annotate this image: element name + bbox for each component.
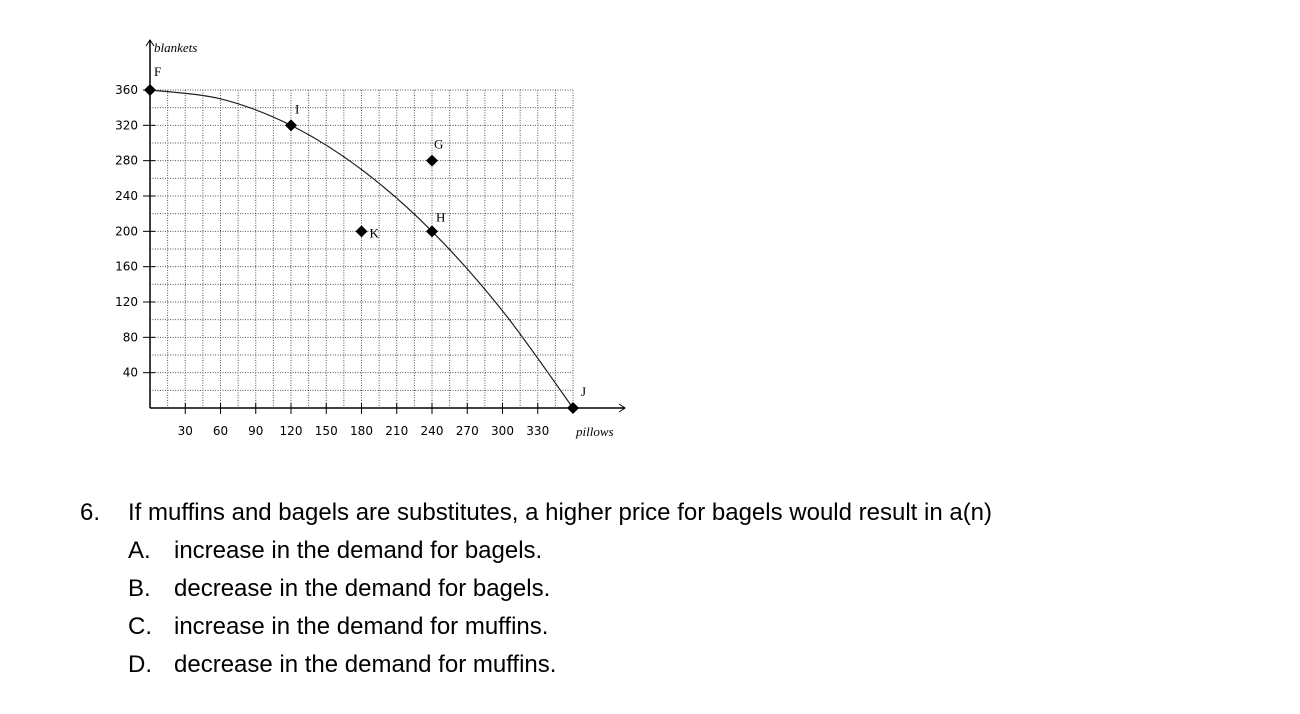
y-tick-label: 200 — [115, 224, 138, 239]
point-label-k: K — [369, 225, 379, 241]
x-tick-label: 90 — [248, 424, 264, 438]
option-c[interactable] — [80, 608, 992, 646]
option-d[interactable] — [80, 646, 992, 684]
point-marker-f — [144, 84, 156, 96]
ppf-chart — [0, 0, 660, 470]
option-letter: C. — [128, 613, 152, 640]
y-tick-label: 80 — [122, 330, 138, 345]
point-marker-j — [567, 402, 579, 414]
point-label-f: F — [154, 64, 162, 79]
x-tick-label: 120 — [279, 424, 303, 438]
x-tick-label: 210 — [385, 424, 409, 438]
y-tick-label: 120 — [115, 295, 138, 309]
x-tick-label: 270 — [455, 424, 479, 438]
y-tick-label: 280 — [115, 153, 138, 168]
x-tick-label: 180 — [350, 424, 373, 438]
option-text: decrease in the demand for muffins. — [174, 651, 557, 678]
x-tick-label: 240 — [420, 424, 444, 438]
point-group — [144, 64, 586, 414]
x-tick-label: 150 — [314, 424, 338, 438]
y-tick-label: 360 — [115, 83, 138, 97]
y-tick-label: 160 — [115, 259, 138, 274]
question-line — [80, 494, 992, 532]
point-label-j: J — [581, 384, 587, 399]
question-number: 6. — [80, 499, 101, 526]
x-tick-label: 330 — [526, 424, 550, 438]
option-letter: A. — [128, 537, 151, 564]
option-a[interactable] — [80, 532, 992, 570]
option-text: decrease in the demand for bagels. — [174, 575, 551, 602]
y-tick-group — [115, 83, 155, 380]
point-label-g: G — [434, 136, 444, 152]
x-tick-label: 60 — [212, 424, 229, 438]
x-tick-label: 300 — [491, 424, 514, 438]
option-text: increase in the demand for muffins. — [174, 613, 549, 640]
grid-lines — [150, 90, 573, 408]
option-b[interactable] — [80, 570, 992, 608]
x-axis-label: pillows — [576, 424, 614, 439]
x-tick-label: 30 — [177, 424, 193, 438]
y-tick-label: 320 — [115, 118, 138, 133]
point-marker-k — [356, 225, 368, 237]
point-marker-i — [285, 119, 297, 131]
y-axis-label: blankets — [154, 40, 198, 55]
question-text: If muffins and bagels are substitutes, a higher price for bagels would result in a(n) — [128, 499, 993, 526]
point-label-h: H — [436, 209, 446, 225]
point-marker-g — [426, 155, 438, 167]
y-tick-label: 40 — [122, 365, 138, 380]
option-text: increase in the demand for bagels. — [174, 537, 543, 564]
option-letter: D. — [128, 651, 152, 678]
option-letter: B. — [128, 575, 151, 602]
y-tick-label: 240 — [115, 189, 138, 203]
point-label-i: I — [295, 101, 300, 117]
question-block — [80, 494, 992, 684]
